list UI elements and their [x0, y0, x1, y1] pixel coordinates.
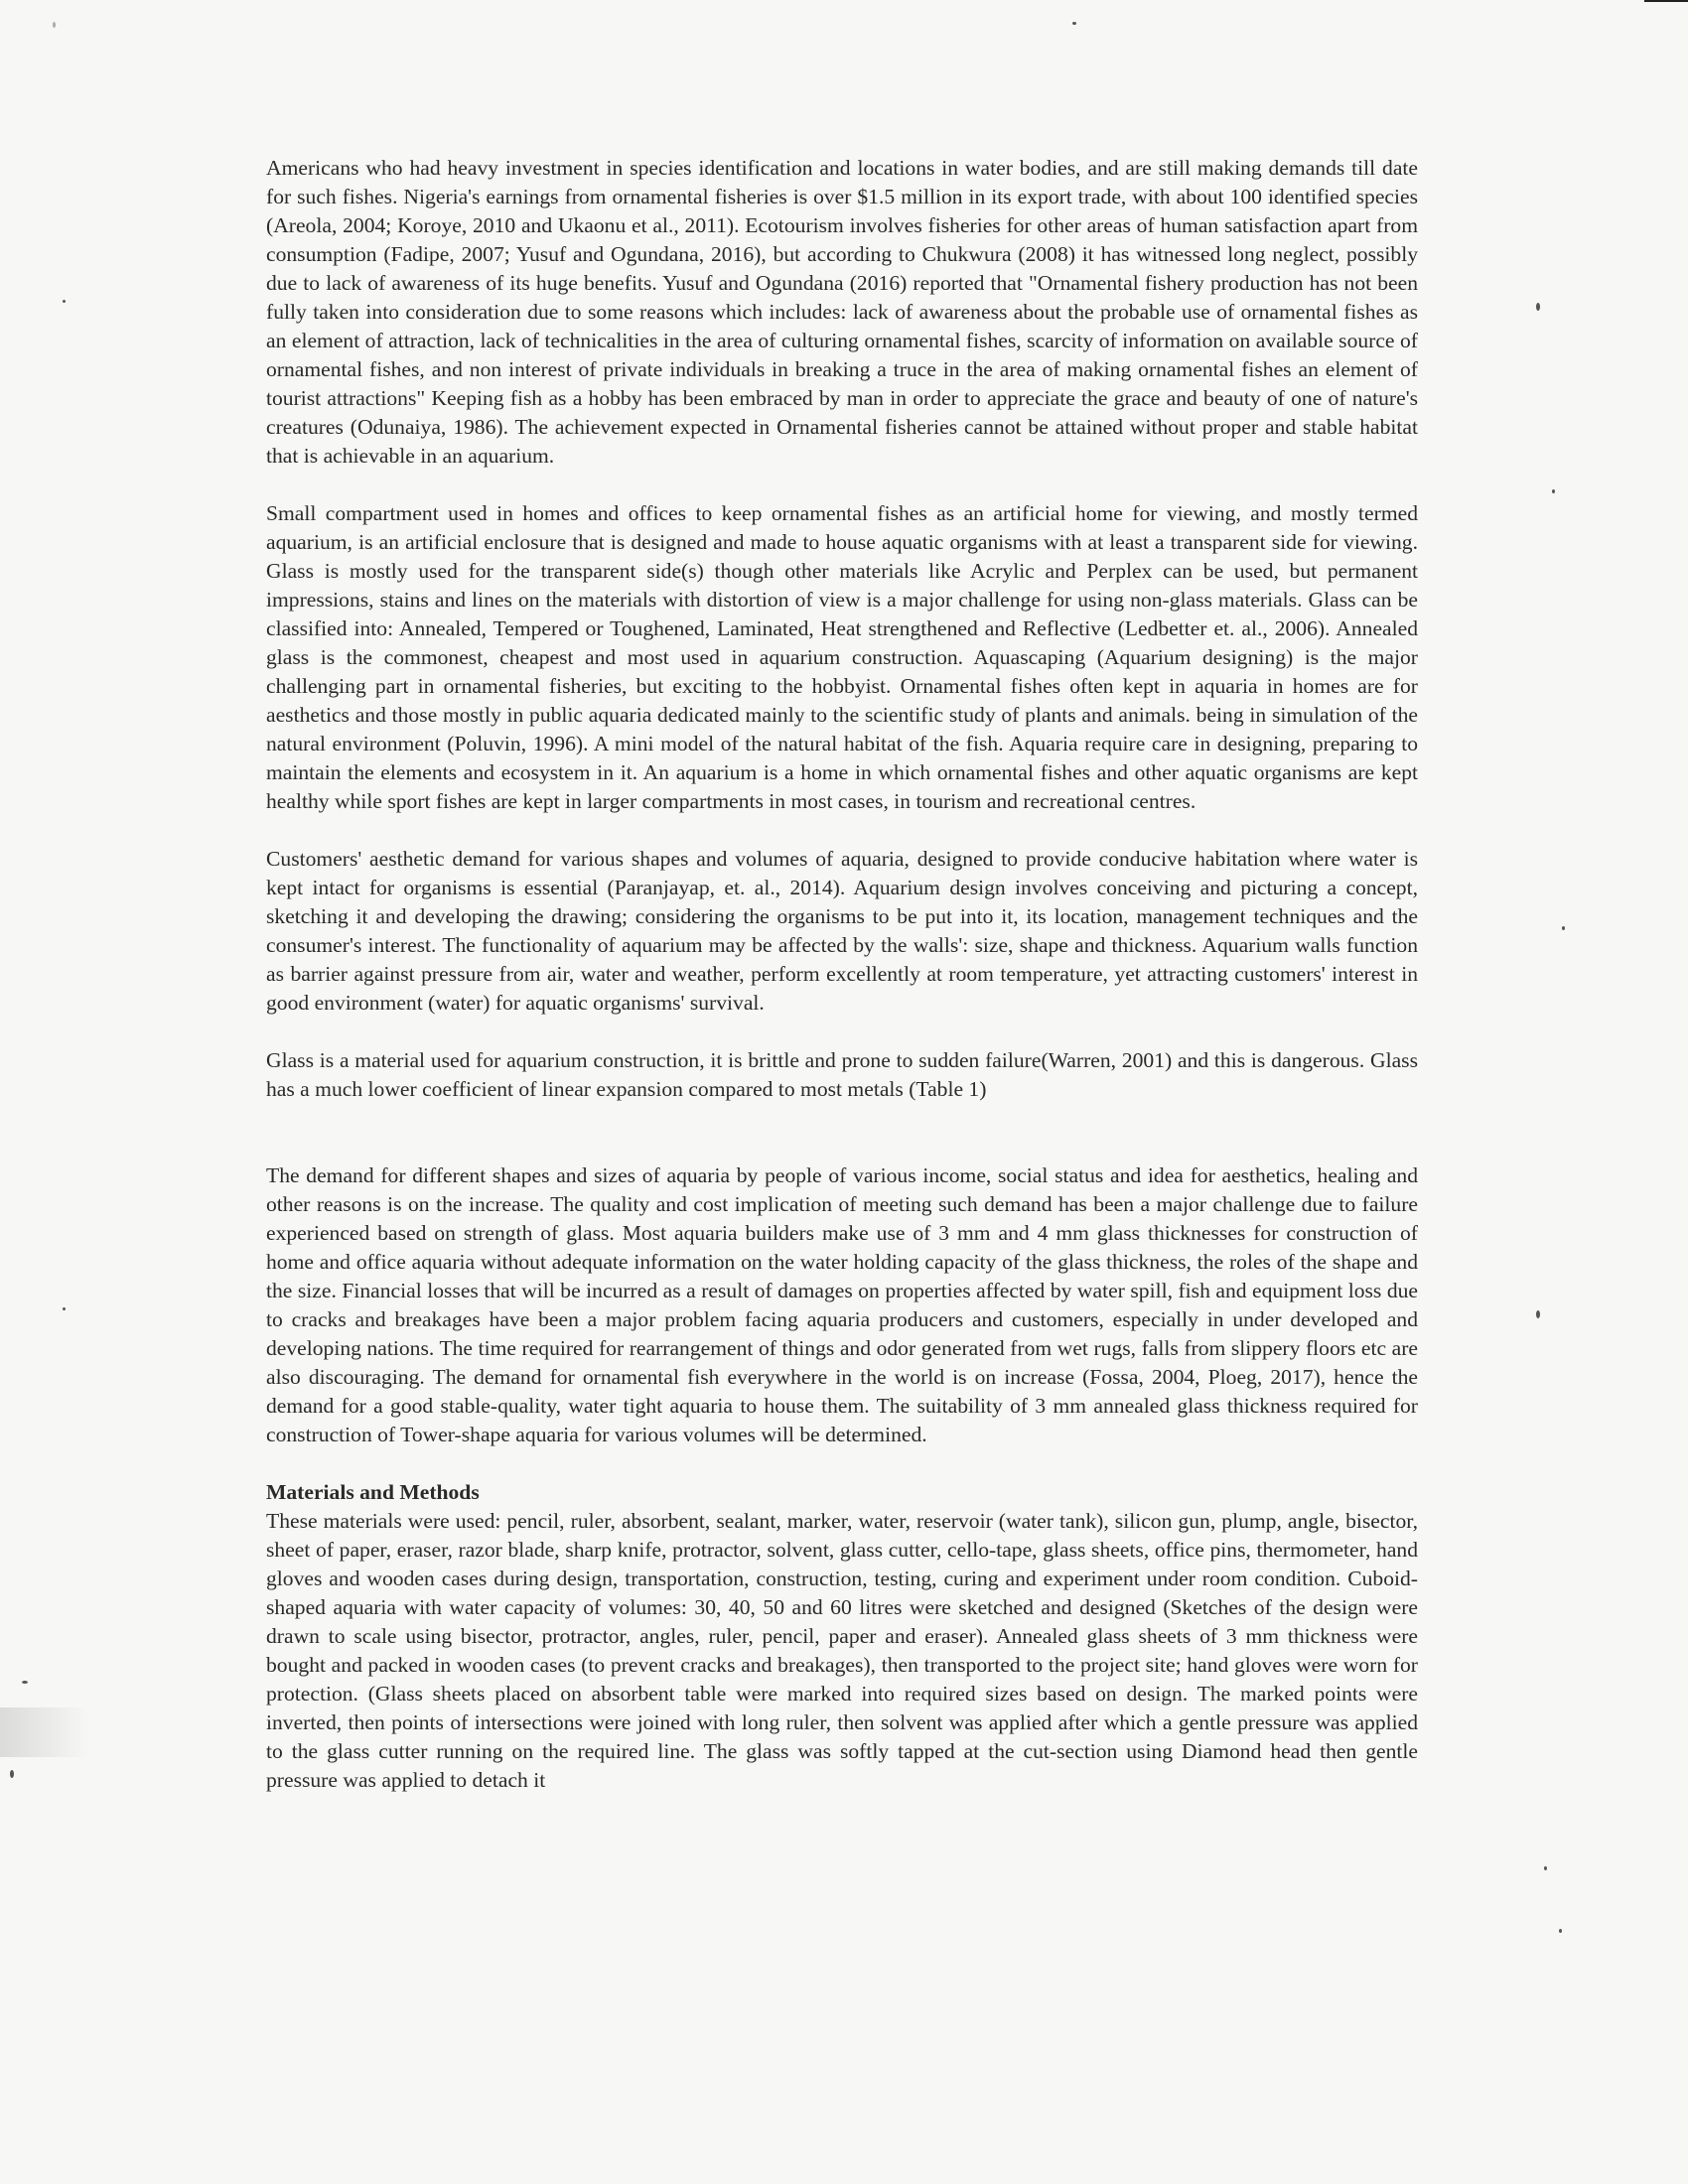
scan-speck [1536, 1310, 1540, 1318]
scan-speck [63, 1307, 66, 1310]
section-paragraph: These materials were used: pencil, ruler, absorbent, sealant, marker, water, reservoir (water tank), silicon gun, plump, angle, bisector, sheet of paper, eraser, razor blade, sharp knife, protractor, solvent, glass cutter, cello-tape, glass sheets, office pins, thermometer, hand gloves and wooden cases during design, transportation, construction, testing, curing and experiment under room condition. Cuboid-shaped aquaria with water capacity of volumes: 30, 40, 50 and 60 litres were sketched and designed (Sketches of the design were drawn to scale using bisector, protractor, angles, ruler, pencil, paper and eraser). Annealed glass sheets of 3 mm thickness were bought and packed in wooden cases (to prevent cracks and breakages), then transported to the project site; hand gloves were worn for protection. (Glass sheets placed on absorbent table were marked into required sizes based on design. The marked points were inverted, then points of intersections were joined with long ruler, then solvent was applied after which a gentle pressure was applied to the glass cutter running on the required line. The glass was softly tapped at the cut-section using Diamond head then gentle pressure was applied to detach it [266, 1509, 1418, 1792]
scan-shadow [0, 1707, 89, 1757]
body-paragraph: The demand for different shapes and sizes of aquaria by people of various income, social status and idea for aesthetics, healing and other reasons is on the increase. The quality and cost implication of meeting such demand has been a major challenge due to failure experienced based on strength of glass. Most aquaria builders make use of 3 mm and 4 mm glass thicknesses for construction of home and office aquaria without adequate information on the water holding capacity of the glass thickness, the roles of the shape and the size. Financial losses that will be incurred as a result of damages on properties affected by water spill, fish and equipment loss due to cracks and breakages have been a major problem facing aquaria producers and customers, especially in under developed and developing nations. The time required for rearrangement of things and odor generated from wet rugs, falls from slippery floors etc are also discouraging. The demand for ornamental fish everywhere in the world is on increase (Fossa, 2004, Ploeg, 2017), hence the demand for a good stable-quality, water tight aquaria to house them. The suitability of 3 mm annealed glass thickness required for construction of Tower-shape aquaria for various volumes will be determined. [266, 1163, 1418, 1446]
scan-speck [22, 1681, 28, 1684]
document-body [266, 154, 1418, 1795]
scan-speck [53, 22, 56, 28]
scan-speck [1544, 1866, 1547, 1870]
body-paragraph: Small compartment used in homes and offices to keep ornamental fishes as an artificial home for viewing, and mostly termed aquarium, is an artificial enclosure that is designed and made to house aquatic organisms with at least a transparent side for viewing. Glass is mostly used for the transparent side(s) though other materials like Acrylic and Perplex can be used, but permanent impressions, stains and lines on the materials with distortion of view is a major challenge for using non-glass materials. Glass can be classified into: Annealed, Tempered or Toughened, Laminated, Heat strengthened and Reflective (Ledbetter et. al., 2006). Annealed glass is the commonest, cheapest and most used in aquarium construction. Aquascaping (Aquarium designing) is the major challenging part in ornamental fisheries, but exciting to the hobbyist. Ornamental fishes often kept in aquaria in homes are for aesthetics and those mostly in public aquaria dedicated mainly to the scientific study of plants and animals. being in simulation of the natural environment (Poluvin, 1996). A mini model of the natural habitat of the fish. Aquaria require care in designing, preparing to maintain the elements and ecosystem in it. An aquarium is a home in which ornamental fishes and other aquatic organisms are kept healthy while sport fishes are kept in larger compartments in most cases, in tourism and recreational centres. [266, 501, 1418, 813]
scan-speck [10, 1770, 14, 1778]
scan-speck [1562, 926, 1565, 930]
scan-speck [1552, 489, 1555, 493]
scan-edge-mark [1644, 0, 1688, 2]
body-paragraph: Americans who had heavy investment in species identification and locations in water bodies, and are still making demands till date for such fishes. Nigeria's earnings from ornamental fisheries is over $1.5 million in its export trade, with about 100 identified species (Areola, 2004; Koroye, 2010 and Ukaonu et al., 2011). Ecotourism involves fisheries for other areas of human satisfaction apart from consumption (Fadipe, 2007; Yusuf and Ogundana, 2016), but according to Chukwura (2008) it has witnessed long neglect, possibly due to lack of awareness of its huge benefits. Yusuf and Ogundana (2016) reported that "Ornamental fishery production has not been fully taken into consideration due to some reasons which includes: lack of awareness about the probable use of ornamental fishes as an element of attraction, lack of technicalities in the area of culturing ornamental fishes, scarcity of information on available source of ornamental fishes, and non interest of private individuals in breaking a truce in the area of making ornamental fishes an element of tourist attractions" Keeping fish as a hobby has been embraced by man in order to appreciate the grace and beauty of one of nature's creatures (Odunaiya, 1986). The achievement expected in Ornamental fisheries cannot be attained without proper and stable habitat that is achievable in an aquarium. [266, 156, 1418, 468]
body-paragraph: Customers' aesthetic demand for various shapes and volumes of aquaria, designed to provide conducive habitation where water is kept intact for organisms is essential (Paranjayap, et. al., 2014). Aquarium design involves conceiving and picturing a concept, sketching it and developing the drawing; considering the organisms to be put into it, its location, management techniques and the consumer's interest. The functionality of aquarium may be affected by the walls': size, shape and thickness. Aquarium walls function as barrier against pressure from air, water and weather, perform excellently at room temperature, yet attracting customers' interest in good environment (water) for aquatic organisms' survival. [266, 847, 1418, 1015]
scan-speck [63, 300, 66, 303]
body-paragraph: Glass is a material used for aquarium construction, it is brittle and prone to sudden failure(Warren, 2001) and this is dangerous. Glass has a much lower coefficient of linear expansion compared to most metals (Table 1) [266, 1048, 1418, 1101]
scan-speck [1072, 22, 1076, 25]
scan-speck [1536, 303, 1540, 311]
section-heading: Materials and Methods [266, 1480, 480, 1504]
scan-speck [1559, 1929, 1562, 1933]
